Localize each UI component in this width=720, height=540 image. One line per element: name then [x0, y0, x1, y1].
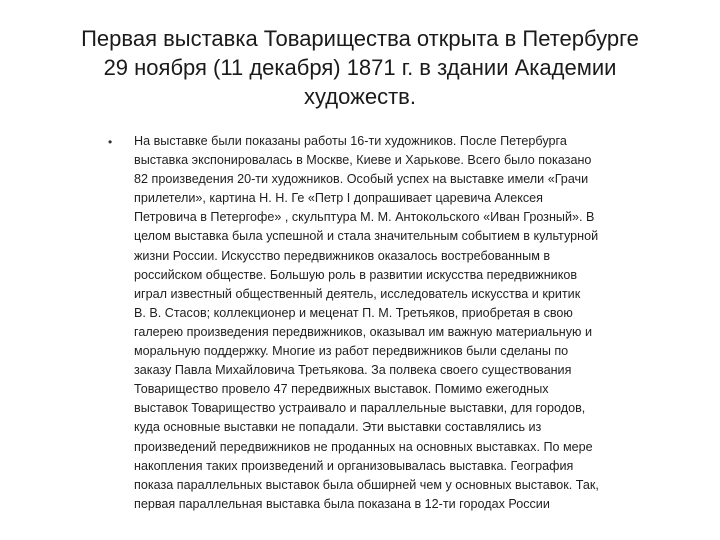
paragraph-line: показа параллельных выставок была обширней чем у основных выставок. Так,	[134, 477, 599, 492]
paragraph-line: первая параллельная выставка была показана в 12-ти городах России	[134, 496, 550, 511]
paragraph-line: моральную поддержку. Многие из работ передвижников были сделаны по	[134, 344, 569, 359]
paragraph-line: На выставке были показаны работы 16-ти художников. После Петербурга	[134, 134, 567, 148]
paragraph-line: целом выставка была успешной и стала значительным событием в культурной	[134, 229, 599, 244]
paragraph-line: накопления таких произведений и организовывалась выставка. География	[134, 458, 574, 473]
bullet-paragraph	[134, 132, 689, 514]
paragraph-line: В. В. Стасов; коллекционер и меценат П. М. Третьяков, приобретая в свою	[134, 305, 573, 320]
paragraph-line: прилетели», картина Н. Н. Ге «Петр I допрашивает царевича Алексея	[134, 191, 544, 206]
paragraph-line: заказу Павла Михайловича Третьякова. За полвека своего существования	[134, 363, 572, 378]
paragraph-line: Товарищество провело 47 передвижных выставок. Помимо ежегодных	[134, 382, 549, 397]
paragraph-line: произведений передвижников не проданных на основных выставках. По мере	[134, 439, 593, 454]
paragraph-line: играл известный общественный деятель, исследователь искусства и критик	[134, 286, 581, 301]
paragraph-line: жизни России. Искусство передвижников оказалось востребованным в	[134, 248, 551, 263]
paragraph-line: куда основные выставки не попадали. Эти выставки составлялись из	[134, 420, 542, 435]
paragraph-line: выставка экспонировалась в Москве, Киеве и Харькове. Всего было показано	[134, 153, 592, 168]
paragraph-line: 82 произведения 20-ти художников. Особый успех на выставке имели «Грачи	[134, 172, 589, 187]
paragraph-line: выставок Товарищество устраивало и параллельные выставки, для городов,	[134, 401, 586, 416]
slide-title-line: 29 ноября (11 декабря) 1871 г. в здании Академии	[103, 55, 617, 80]
paragraph-line: галерею произведения передвижников, оказывал им важную материальную и	[134, 324, 593, 339]
slide-title-line: Первая выставка Товарищества открыта в Петербурге	[81, 26, 639, 51]
paragraph-line: российском обществе. Большую роль в развитии искусства передвижников	[134, 267, 578, 282]
bullet-icon: •	[108, 135, 113, 149]
slide-title-line: художеств.	[304, 84, 416, 109]
paragraph-line: Петровича в Петергофе» , скульптура М. М. Антокольского «Иван Грозный». В	[134, 210, 595, 225]
slide-title	[40, 24, 680, 111]
